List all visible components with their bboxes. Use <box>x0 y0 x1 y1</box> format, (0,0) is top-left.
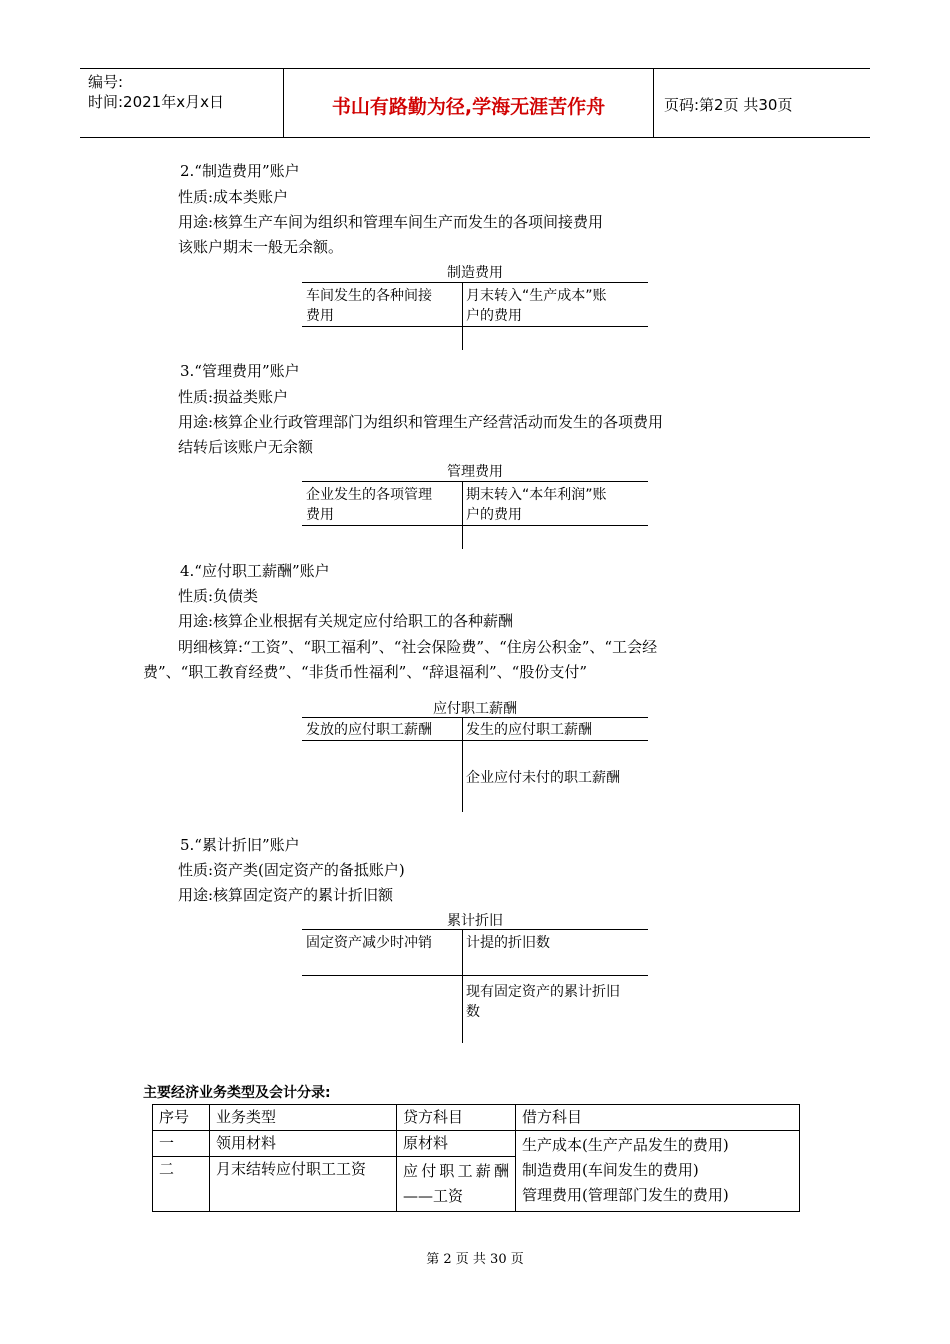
table-heading: 主要经济业务类型及会计分录: <box>143 1085 331 1101</box>
section-3-title: 3.“管理费用”账户 <box>180 362 300 380</box>
business-type: 领用材料 <box>210 1131 397 1157</box>
business-type: 月末结转应付职工工资 <box>210 1157 397 1212</box>
t-account-divider <box>462 282 463 350</box>
table-row <box>153 1131 800 1157</box>
t-account-debit-line1: 发放的应付职工薪酬 <box>306 722 432 738</box>
t-account-credit-line2: 户的费用 <box>466 308 522 324</box>
number-label: 编号: <box>88 73 124 91</box>
row-number: 一 <box>153 1131 210 1157</box>
t-account-mid-line <box>302 326 648 327</box>
t-account-administrative-expenses <box>302 461 648 551</box>
section-3-nature: 性质:损益类账户 <box>178 388 289 406</box>
header-meta <box>80 69 284 137</box>
page-footer: 第 2 页 共 30 页 <box>426 1252 524 1267</box>
section-2-usage: 用途:核算生产车间为组织和管理车间生产而发生的各项间接费用 <box>178 213 604 231</box>
section-2-title: 2.“制造费用”账户 <box>180 162 300 180</box>
t-account-accumulated-depreciation <box>302 910 648 1046</box>
section-4-detail-line2: 费”、“职工教育经费”、“非货币性福利”、“辞退福利”、“股份支付” <box>143 663 588 681</box>
t-account-title: 应付职工薪酬 <box>433 701 517 717</box>
debit-accounts <box>516 1131 800 1212</box>
column-header: 序号 <box>153 1105 210 1131</box>
t-account-top-line <box>302 929 648 930</box>
section-3-note: 结转后该账户无余额 <box>178 438 314 456</box>
t-account-title: 累计折旧 <box>447 913 503 929</box>
t-account-balance-line2: 数 <box>466 1004 480 1020</box>
section-4-usage: 用途:核算企业根据有关规定应付给职工的各种薪酬 <box>178 612 514 630</box>
t-account-title: 制造费用 <box>447 265 503 281</box>
t-account-balance-line1: 现有固定资产的累计折旧 <box>466 984 620 1000</box>
row-number: 二 <box>153 1157 210 1212</box>
journal-entries-table <box>152 1104 800 1212</box>
header-page-cell <box>654 69 870 137</box>
time-label: 时间:2021年x月x日 <box>88 93 224 111</box>
debit-line: 管理费用(管理部门发生的费用) <box>522 1186 729 1204</box>
t-account-divider <box>462 481 463 549</box>
motto: 书山有路勤为径,学海无涯苦作舟 <box>331 96 606 118</box>
credit-account: 原材料 <box>397 1131 516 1157</box>
t-account-debit-line1: 固定资产减少时冲销 <box>306 935 432 951</box>
section-5-usage: 用途:核算固定资产的累计折旧额 <box>178 886 394 904</box>
t-account-credit-line1: 月末转入“生产成本”账 <box>466 288 607 304</box>
t-account-top-line <box>302 481 648 482</box>
section-2-note: 该账户期末一般无余额。 <box>178 238 344 256</box>
section-4-detail-line1: 明细核算:“工资”、“职工福利”、“社会保险费”、“住房公积金”、“工会经 <box>178 638 658 656</box>
t-account-mid-line <box>302 740 648 741</box>
t-account-divider <box>462 717 463 812</box>
t-account-debit-line1: 企业发生的各项管理 <box>306 487 432 503</box>
page-info: 页码:第2页 共30页 <box>664 96 793 114</box>
t-account-top-line <box>302 717 648 718</box>
t-account-credit-line1: 发生的应付职工薪酬 <box>466 722 592 738</box>
section-2-nature: 性质:成本类账户 <box>178 188 289 206</box>
table-header-row <box>153 1105 800 1131</box>
section-4-nature: 性质:负债类 <box>178 587 259 605</box>
t-account-divider <box>462 929 463 1043</box>
t-account-credit-line2: 户的费用 <box>466 507 522 523</box>
debit-line: 制造费用(车间发生的费用) <box>522 1161 699 1179</box>
section-5-title: 5.“累计折旧”账户 <box>180 836 300 854</box>
column-header: 借方科目 <box>516 1105 800 1131</box>
section-5-nature: 性质:资产类(固定资产的备抵账户) <box>178 861 405 879</box>
credit-account-line1: 应付职工薪酬 <box>403 1162 509 1180</box>
column-header: 贷方科目 <box>397 1105 516 1131</box>
section-3-usage: 用途:核算企业行政管理部门为组织和管理生产经营活动而发生的各项费用 <box>178 413 664 431</box>
debit-line: 生产成本(生产产品发生的费用) <box>522 1136 729 1154</box>
t-account-debit-line2: 费用 <box>306 308 334 324</box>
section-4-title: 4.“应付职工薪酬”账户 <box>180 562 330 580</box>
t-account-manufacturing-overhead <box>302 262 648 352</box>
page-header <box>80 68 870 138</box>
t-account-employee-compensation <box>302 698 648 814</box>
t-account-balance: 企业应付未付的职工薪酬 <box>466 770 620 786</box>
column-header: 业务类型 <box>210 1105 397 1131</box>
t-account-top-line <box>302 282 648 283</box>
credit-account-line2: ——工资 <box>403 1187 464 1205</box>
t-account-debit-line1: 车间发生的各种间接 <box>306 288 432 304</box>
t-account-title: 管理费用 <box>447 464 503 480</box>
t-account-mid-line <box>302 975 648 976</box>
header-motto-cell <box>284 69 654 137</box>
t-account-debit-line2: 费用 <box>306 507 334 523</box>
t-account-mid-line <box>302 525 648 526</box>
t-account-credit-line1: 期末转入“本年利润”账 <box>466 487 607 503</box>
t-account-credit-line1: 计提的折旧数 <box>466 935 550 951</box>
credit-account <box>397 1157 516 1212</box>
